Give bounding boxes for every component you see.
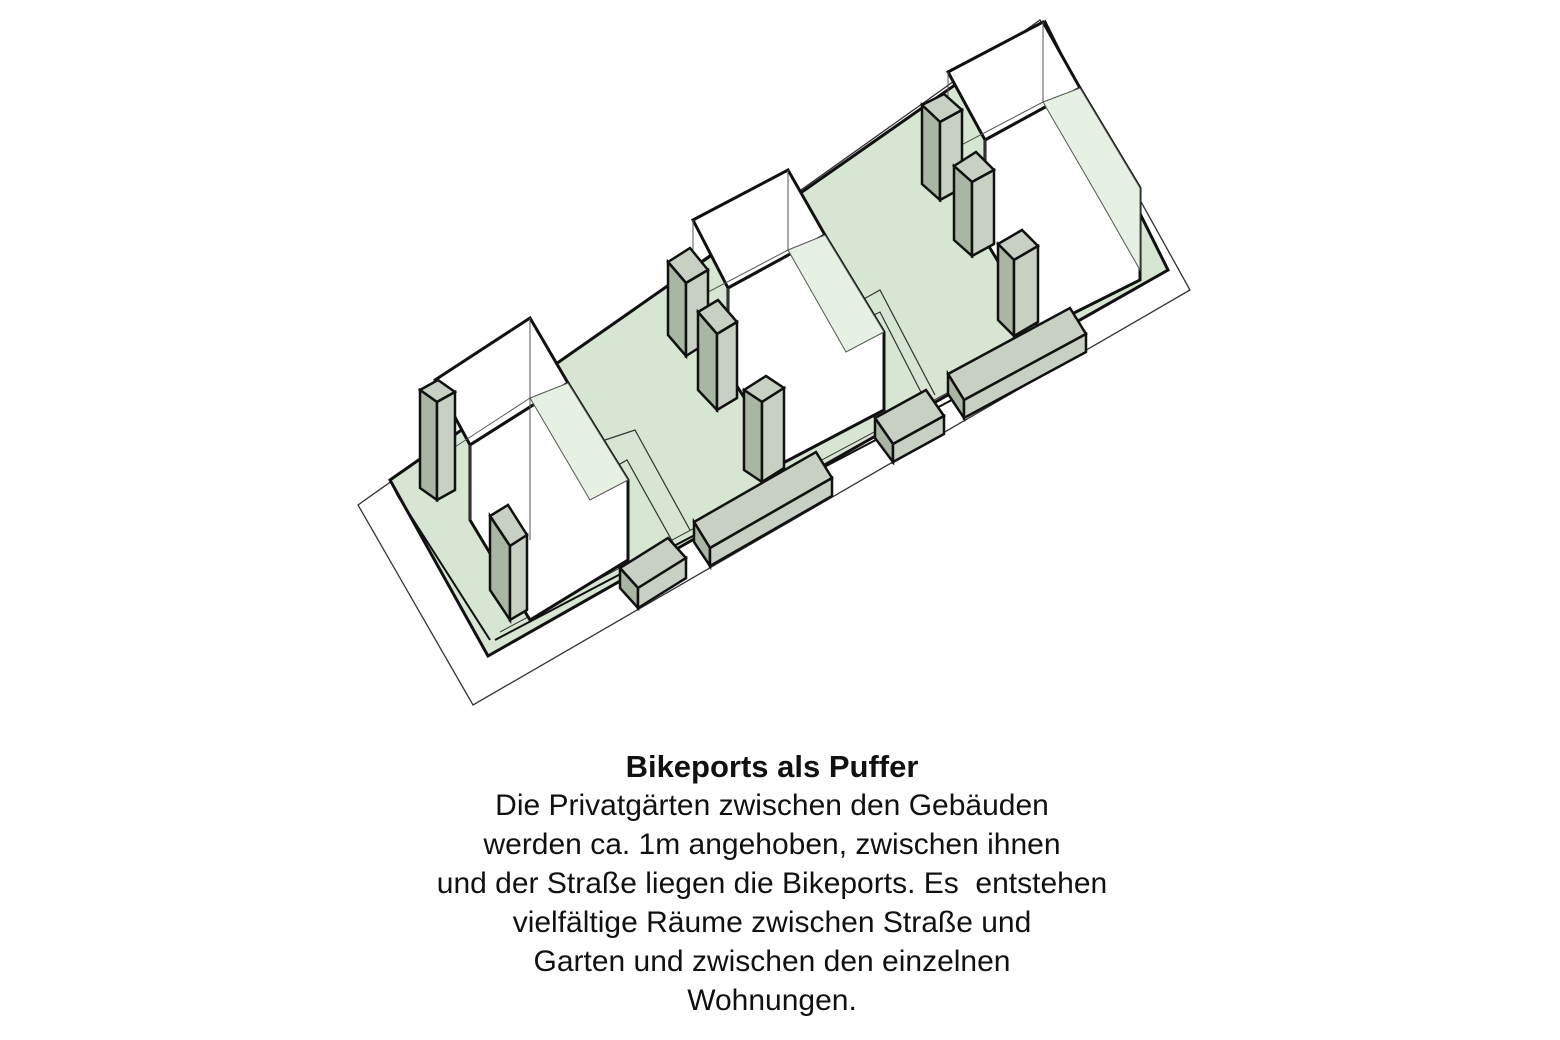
tall-box: [698, 300, 737, 410]
tall-box: [420, 380, 455, 500]
caption-line: Wohnungen.: [687, 984, 857, 1017]
caption-title: Bikeports als Puffer: [625, 749, 919, 784]
tall-box: [998, 230, 1038, 336]
caption-line: Die Privatgärten zwischen den Gebäuden: [495, 789, 1049, 822]
caption-line: vielfältige Räume zwischen Straße und: [512, 906, 1032, 939]
caption-line: Garten und zwischen den einzelnen: [533, 945, 1011, 978]
caption-line: und der Straße liegen die Bikeports. Es entstehen: [436, 867, 1108, 900]
caption-line: werden ca. 1m angehoben, zwischen ihnen: [483, 828, 1061, 861]
tall-box: [954, 152, 994, 256]
caption: [270, 748, 1274, 1020]
tall-box: [744, 376, 784, 482]
